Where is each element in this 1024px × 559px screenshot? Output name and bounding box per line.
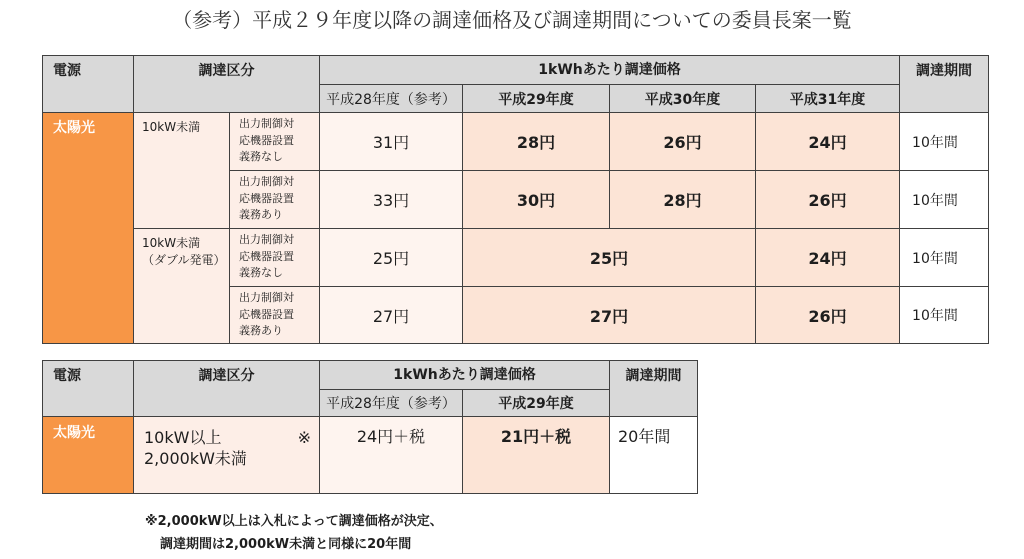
price-h29: 30円 (463, 171, 610, 229)
price-h28: 33円 (320, 171, 463, 229)
price-h29-h30: 25円 (463, 229, 756, 287)
procurement-period: 10年間 (900, 113, 989, 171)
power-source-cell (43, 113, 134, 344)
price-h28: 24円＋税 (320, 417, 463, 494)
footnote-line-1: ※2,000kW以上は入札によって調達価格が決定、 (145, 514, 443, 529)
price-h29: 28円 (463, 113, 610, 171)
header-procurement-period: 調達期間 (610, 361, 698, 417)
procurement-period: 20年間 (610, 417, 698, 494)
category-cell-under-10kw (134, 113, 230, 229)
price-h28: 31円 (320, 113, 463, 171)
category-sublabel: 2,000kW未満 (144, 449, 247, 468)
category-label: 10kW未満 (142, 120, 201, 134)
header-row (43, 361, 698, 390)
header-year-h28-reference: 平成28年度（参考） (320, 390, 463, 417)
procurement-period: 10年間 (900, 229, 989, 287)
header-year-h30: 平成30年度 (610, 85, 756, 113)
header-power-source: 電源 (43, 361, 134, 417)
header-procurement-category: 調達区分 (134, 361, 320, 417)
table-row (43, 113, 989, 171)
category-sublabel: （ダブル発電） (142, 253, 226, 267)
procurement-price-table-under-10kw (42, 55, 989, 344)
procurement-period: 10年間 (900, 287, 989, 344)
header-price-per-kwh: 1kWhあたり調達価格 (320, 56, 900, 85)
header-year-h31: 平成31年度 (756, 85, 900, 113)
footnote-line-2: 調達期間は2,000kW未満と同様に20年間 (160, 537, 412, 552)
header-year-h29: 平成29年度 (463, 390, 610, 417)
note-mark: ※ (297, 428, 311, 447)
header-power-source: 電源 (43, 56, 134, 113)
price-h29-h30: 27円 (463, 287, 756, 344)
header-row (43, 56, 989, 85)
price-h31: 24円 (756, 113, 900, 171)
category-label: 10kW以上 (144, 428, 222, 447)
price-h30: 28円 (610, 171, 756, 229)
price-h31: 26円 (756, 171, 900, 229)
price-h30: 26円 (610, 113, 756, 171)
category-cell-10kw-to-2000kw (134, 417, 320, 494)
power-source-label: 太陽光 (53, 425, 95, 441)
procurement-period: 10年間 (900, 171, 989, 229)
condition-cell (230, 287, 320, 344)
category-cell-under-10kw-double (134, 229, 230, 344)
price-h31: 26円 (756, 287, 900, 344)
condition-label: 出力制御対応機器設置義務あり (239, 175, 294, 221)
condition-label: 出力制御対応機器設置義務あり (239, 291, 294, 337)
price-h28: 25円 (320, 229, 463, 287)
table-row (43, 417, 698, 494)
power-source-cell (43, 417, 134, 494)
condition-cell (230, 229, 320, 287)
category-content (144, 427, 319, 469)
category-label: 10kW未満 (142, 236, 201, 250)
header-procurement-category: 調達区分 (134, 56, 320, 113)
price-h31: 24円 (756, 229, 900, 287)
condition-cell (230, 113, 320, 171)
condition-label: 出力制御対応機器設置義務なし (239, 233, 294, 279)
header-year-h28-reference: 平成28年度（参考） (320, 85, 463, 113)
header-price-per-kwh: 1kWhあたり調達価格 (320, 361, 610, 390)
price-h28: 27円 (320, 287, 463, 344)
condition-cell (230, 171, 320, 229)
header-procurement-period: 調達期間 (900, 56, 989, 113)
price-h29: 21円＋税 (463, 417, 610, 494)
condition-label: 出力制御対応機器設置義務なし (239, 117, 294, 163)
procurement-price-table-10kw-to-2000kw (42, 360, 698, 494)
page-title: （参考）平成２９年度以降の調達価格及び調達期間についての委員長案一覧 (172, 8, 852, 32)
table-row (43, 229, 989, 287)
header-year-h29: 平成29年度 (463, 85, 610, 113)
power-source-label: 太陽光 (53, 120, 95, 136)
